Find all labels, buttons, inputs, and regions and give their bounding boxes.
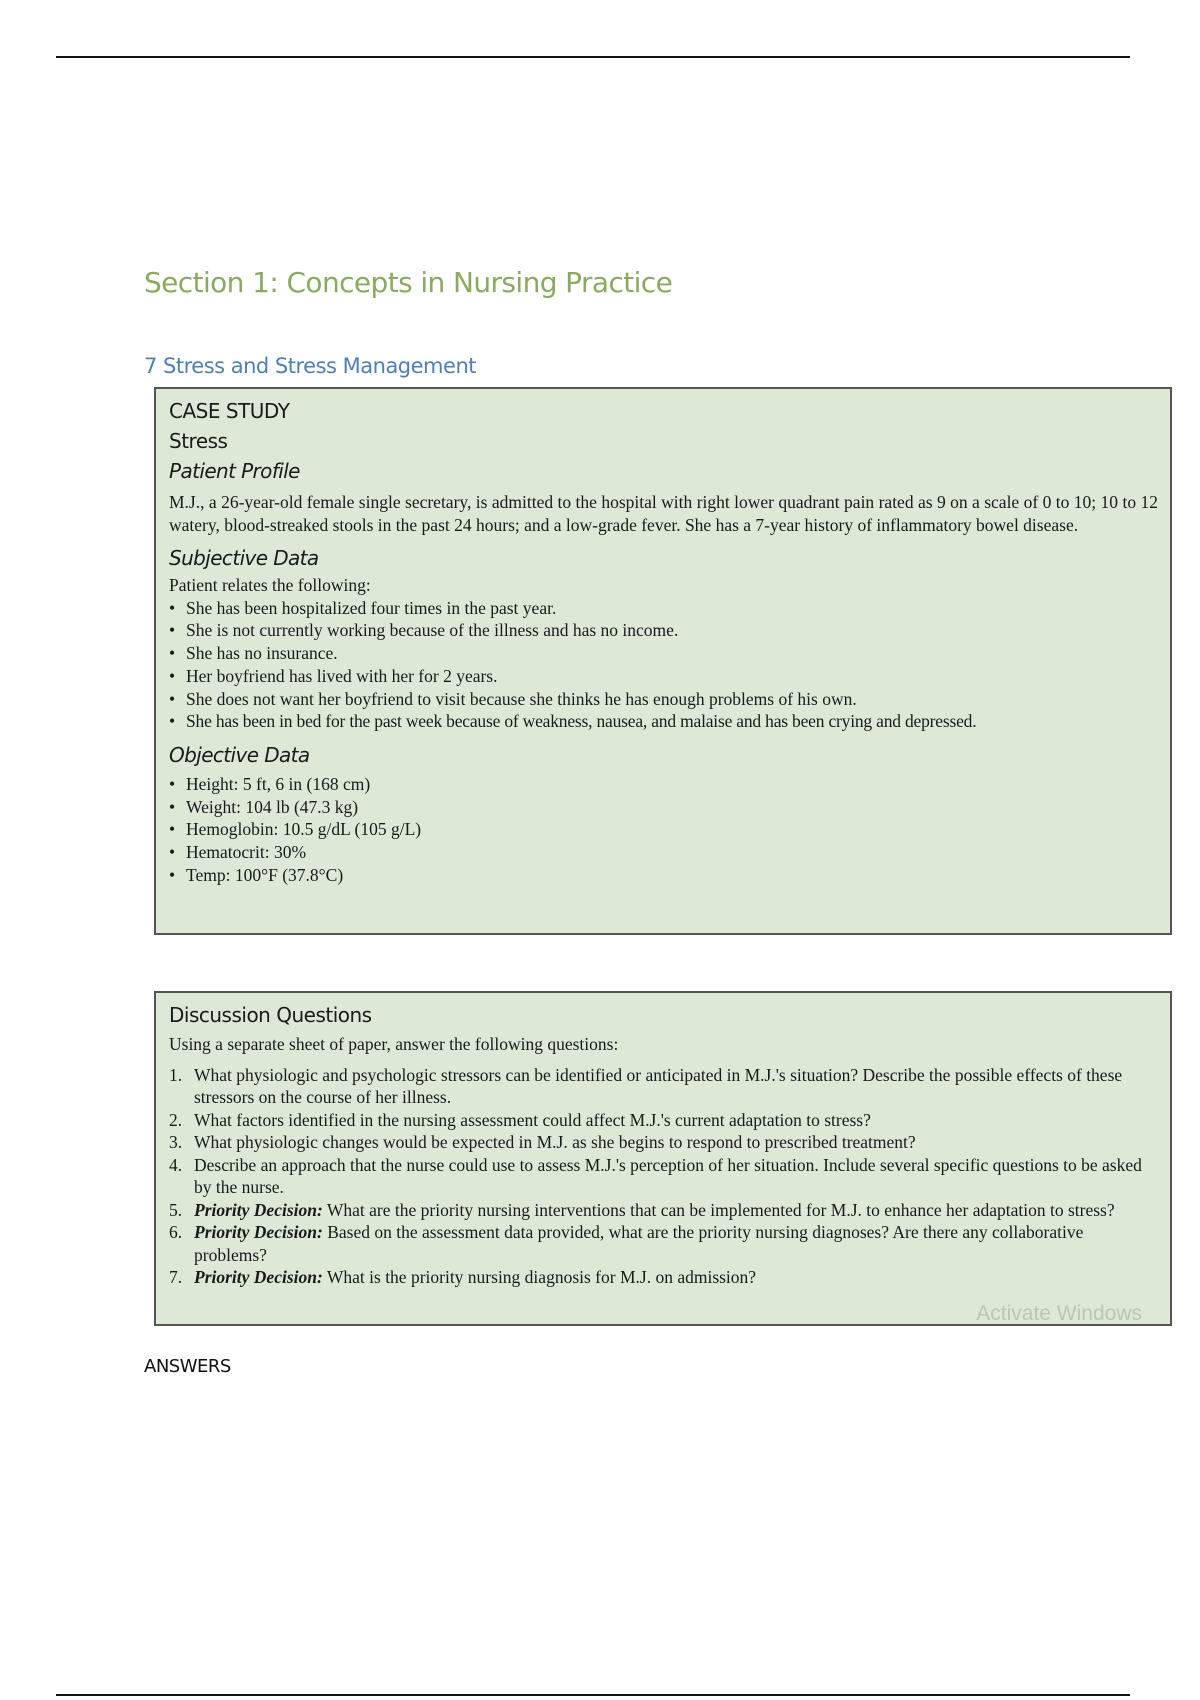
list-item: • Height: 5 ft, 6 in (168 cm) — [169, 773, 1158, 796]
subjective-data-heading: Subjective Data — [169, 546, 319, 571]
objective-data-heading: Objective Data — [169, 743, 310, 767]
case-study-topic: Stress — [169, 429, 228, 453]
subjective-list — [169, 597, 1158, 733]
list-item: • Temp: 100°F (37.8°C) — [169, 864, 1158, 887]
case-study-heading: CASE STUDY — [169, 399, 290, 423]
patient-profile-heading: Patient Profile — [169, 459, 300, 483]
question-item: 1. What physiologic and psychologic stressors can be identified or anticipated in M.J.'s situation? Describe the possible effects of these stressors on the course of her illness. — [169, 1064, 1123, 1108]
priority-decision-label: Priority Decision: — [194, 1199, 323, 1220]
list-item: • Hematocrit: 30% — [169, 841, 1158, 864]
list-item: • Weight: 104 lb (47.3 kg) — [169, 796, 1158, 819]
footer-rule — [56, 1694, 1130, 1696]
patient-profile-text: M.J., a 26-year-old female single secretary, is admitted to the hospital with right lower quadrant pain rated as 9 on a scale of 0 to 10; 10 to 12 watery, blood-streaked stools in the past 24 hours; and a low-grade fever. She has a 7-year history of inflammatory bowel disease. — [169, 492, 1158, 535]
priority-decision-label: Priority Decision: — [194, 1267, 323, 1288]
header-rule — [56, 56, 1130, 58]
chapter-title: 7 Stress and Stress Management — [144, 354, 476, 378]
case-study-box — [154, 387, 1172, 935]
discussion-heading: Discussion Questions — [169, 1003, 372, 1027]
question-item: 4. Describe an approach that the nurse could use to assess M.J.'s perception of her situation. Include several specific questions to be asked by the nurse. — [169, 1154, 1142, 1198]
question-item: 7. Priority Decision: What is the priority nursing diagnosis for M.J. on admission? — [169, 1267, 757, 1288]
question-list — [169, 1064, 1158, 1289]
list-item: • She is not currently working because of the illness and has no income. — [169, 619, 1158, 642]
discussion-questions-box — [154, 991, 1172, 1326]
discussion-intro: Using a separate sheet of paper, answer the following questions: — [169, 1034, 619, 1054]
section-title: Section 1: Concepts in Nursing Practice — [144, 266, 673, 299]
objective-list — [169, 773, 1158, 887]
question-item: 2. What factors identified in the nursing assessment could affect M.J.'s current adaptation to stress? — [169, 1109, 871, 1130]
list-item: • Her boyfriend has lived with her for 2 years. — [169, 665, 1158, 688]
list-item: • She has been in bed for the past week because of weakness, nausea, and malaise and has been crying and depressed. — [169, 710, 1158, 733]
list-item: • Hemoglobin: 10.5 g/dL (105 g/L) — [169, 818, 1158, 841]
priority-decision-label: Priority Decision: — [194, 1222, 323, 1243]
list-item: • She has no insurance. — [169, 642, 1158, 665]
answers-label: ANSWERS — [144, 1356, 231, 1377]
list-item: • She has been hospitalized four times in the past year. — [169, 597, 1158, 620]
list-item: • She does not want her boyfriend to visit because she thinks he has enough problems of his own. — [169, 688, 1158, 711]
activate-windows-watermark: Activate Windows — [976, 1302, 1142, 1325]
subjective-intro: Patient relates the following: — [169, 575, 371, 596]
question-item: 3. What physiologic changes would be expected in M.J. as she begins to respond to prescribed treatment? — [169, 1132, 916, 1153]
question-item: 6. Priority Decision: Based on the assessment data provided, what are the priority nursing diagnoses? Are there any collaborative problems? — [169, 1222, 1084, 1265]
question-item: 5. Priority Decision: What are the priority nursing interventions that can be implemented for M.J. to enhance her adaptation to stress? — [169, 1199, 1115, 1220]
